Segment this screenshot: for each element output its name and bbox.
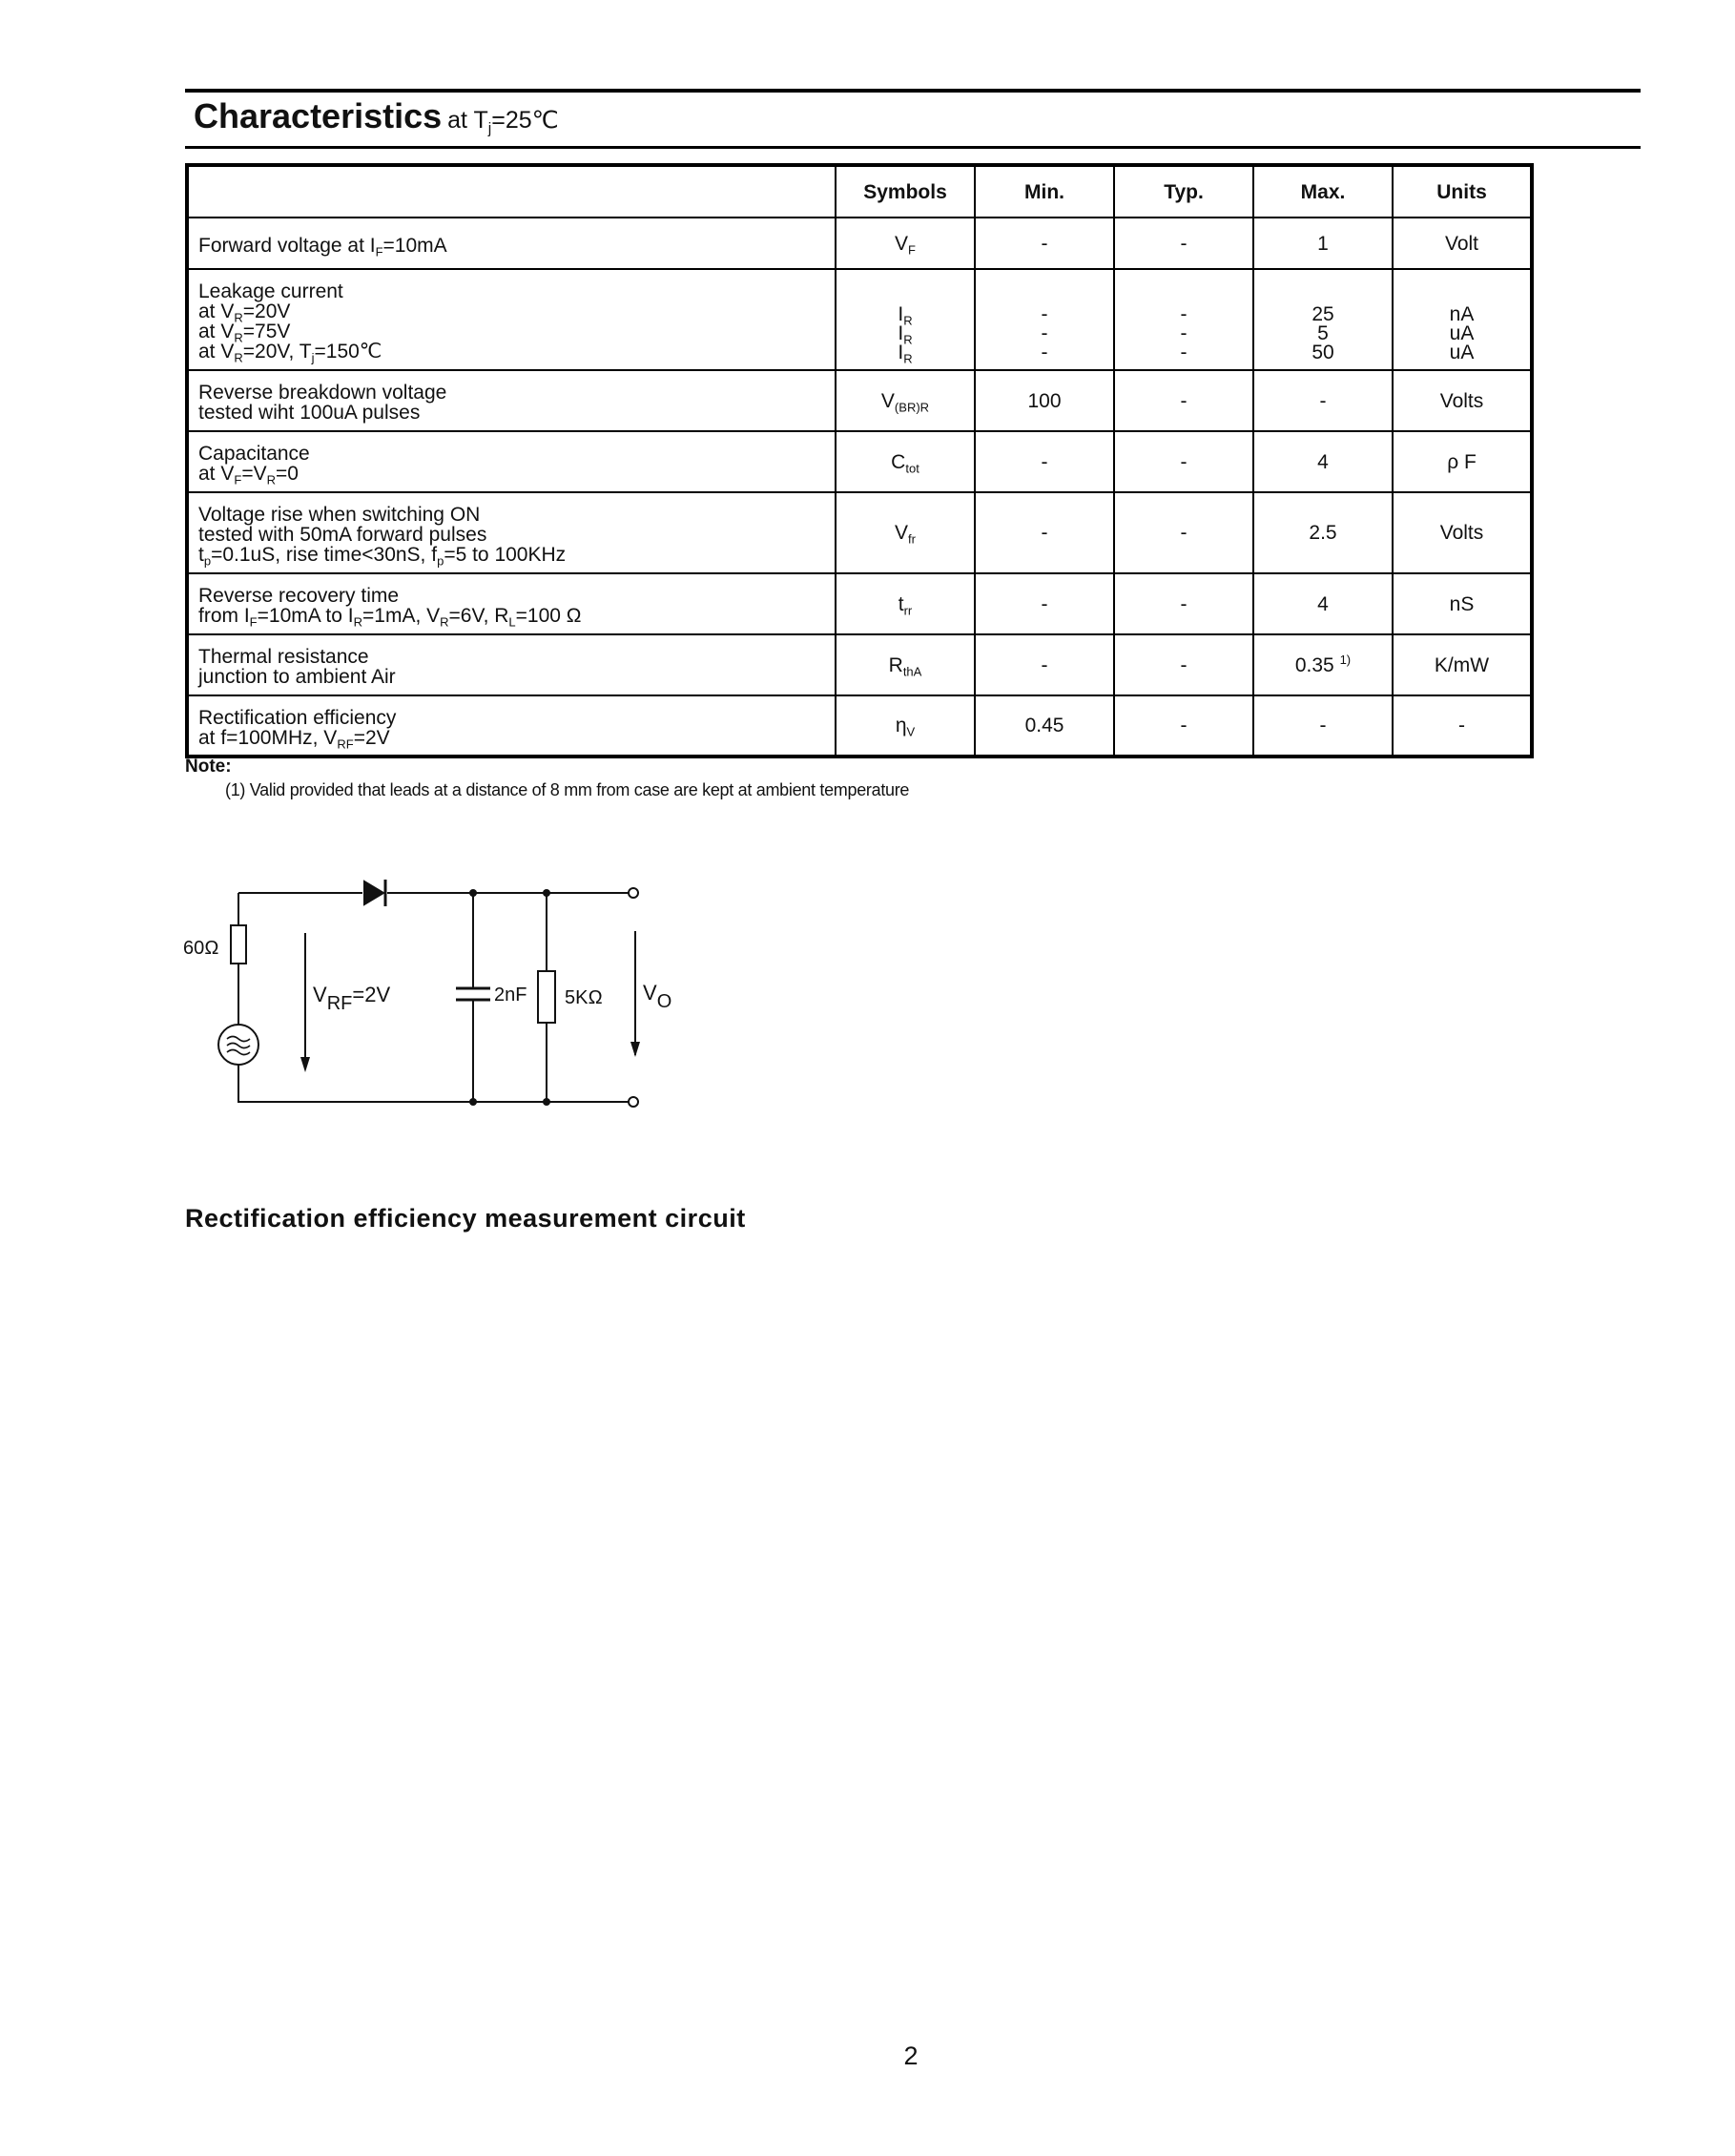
table-row — [187, 431, 1532, 492]
row-units: nA uA uA — [1393, 269, 1532, 370]
row-typ: - — [1114, 218, 1253, 269]
row-min: - — [975, 431, 1114, 492]
ac-source-icon — [218, 1025, 258, 1065]
row-parameter: Forward voltage at $I_F=10mA$ — [187, 218, 836, 269]
row-min: - — [975, 634, 1114, 695]
source-resistor-icon — [231, 925, 246, 964]
row-symbol: $\eta_V$ — [836, 695, 975, 757]
row-parameter: Capacitance at $V_F=V_R=0$ — [187, 431, 836, 492]
row-min: - - - — [975, 269, 1114, 370]
header-max: Max. — [1253, 165, 1393, 218]
row-typ: - — [1114, 431, 1253, 492]
row-max: 4 — [1253, 573, 1393, 634]
row-symbol: $V_F$ — [836, 218, 975, 269]
row-symbol: $V_{fr}$ — [836, 492, 975, 573]
note-label: Note: — [185, 757, 232, 777]
row-max: - — [1253, 370, 1393, 431]
heading-underline — [185, 146, 1641, 149]
note-text: (1) Valid provided that leads at a distance of 8 mm from case are kept at ambient temperature — [225, 780, 910, 799]
header-units: Units — [1393, 165, 1532, 218]
section-heading — [194, 96, 559, 137]
row-max: 2.5 — [1253, 492, 1393, 573]
row-units: Volts — [1393, 492, 1532, 573]
row-units: K/mW — [1393, 634, 1532, 695]
row-min: - — [975, 218, 1114, 269]
row-max: - — [1253, 695, 1393, 757]
row-parameter: Reverse breakdown voltage tested wiht 100uA pulses — [187, 370, 836, 431]
row-symbol: $V_{(BR)R}$ — [836, 370, 975, 431]
top-rule — [185, 89, 1641, 93]
row-max: 4 — [1253, 431, 1393, 492]
row-units: Volts — [1393, 370, 1532, 431]
row-parameter: Leakage current at $V_R=20V$ at $V_R=75V$ at $V_R=20V$, $T_j=150℃$ — [187, 269, 836, 370]
row-typ: - — [1114, 370, 1253, 431]
row-symbol: $R_{thA}$ — [836, 634, 975, 695]
vrf-label: VRF=2V — [313, 983, 391, 1014]
diode-icon — [364, 880, 385, 906]
load-resistor-icon — [538, 971, 555, 1023]
row-min: 0.45 — [975, 695, 1114, 757]
table-row — [187, 573, 1532, 634]
measurement-circuit — [172, 859, 706, 1126]
header-min: Min. — [975, 165, 1114, 218]
row-parameter: Voltage rise when switching ON tested with 50mA forward pulses $t_p=0.1uS$, rise time<30nS, $f_p=5$ to 100KHz — [187, 492, 836, 573]
header-typ: Typ. — [1114, 165, 1253, 218]
row-max: 25 5 50 — [1253, 269, 1393, 370]
row-units: nS — [1393, 573, 1532, 634]
characteristics-table — [185, 163, 1534, 758]
row-symbol: $t_{rr}$ — [836, 573, 975, 634]
table-row — [187, 634, 1532, 695]
row-typ: - - - — [1114, 269, 1253, 370]
load-resistor-label: 5KΩ — [565, 987, 603, 1008]
row-min: - — [975, 492, 1114, 573]
vo-arrow-icon — [630, 931, 640, 1057]
row-parameter: Rectification efficiency at f=100MHz, $V_{RF}=2V$ — [187, 695, 836, 757]
capacitor-label: 2nF — [494, 985, 527, 1005]
source-resistor-label: 60Ω — [183, 938, 219, 959]
header-parameter — [187, 165, 836, 218]
table-row — [187, 269, 1532, 370]
row-min: - — [975, 573, 1114, 634]
vrf-arrow-icon — [300, 933, 310, 1072]
table-header-row — [187, 165, 1532, 218]
row-parameter: Thermal resistance junction to ambient Air — [187, 634, 836, 695]
capacitor-icon — [456, 988, 490, 1000]
row-typ: - — [1114, 492, 1253, 573]
header-symbols: Symbols — [836, 165, 975, 218]
row-units: Volt — [1393, 218, 1532, 269]
table-row — [187, 218, 1532, 269]
row-units: ρ F — [1393, 431, 1532, 492]
row-symbol: $C_{tot}$ — [836, 431, 975, 492]
row-parameter: Reverse recovery time from $I_F=10mA$ to $I_R=1mA$, $V_R=6V$, $R_L=100$ Ω — [187, 573, 836, 634]
row-max: 0.35 $^{1)}$ — [1253, 634, 1393, 695]
row-symbol: $I_R$ $I_R$ $I_R$ — [836, 269, 975, 370]
page-number: 2 — [903, 2042, 919, 2070]
table-row — [187, 370, 1532, 431]
output-terminal-icon — [629, 888, 638, 1107]
vo-label: VO — [643, 981, 672, 1012]
table-row — [187, 492, 1532, 573]
circuit-caption: Rectification efficiency measurement circuit — [185, 1204, 746, 1233]
row-min: 100 — [975, 370, 1114, 431]
heading-condition: at $T_j=25℃$ — [447, 107, 559, 137]
table-row — [187, 695, 1532, 757]
heading-title: Characteristics — [194, 96, 443, 135]
row-typ: - — [1114, 573, 1253, 634]
row-typ: - — [1114, 634, 1253, 695]
row-typ: - — [1114, 695, 1253, 757]
row-units: - — [1393, 695, 1532, 757]
row-max: 1 — [1253, 218, 1393, 269]
